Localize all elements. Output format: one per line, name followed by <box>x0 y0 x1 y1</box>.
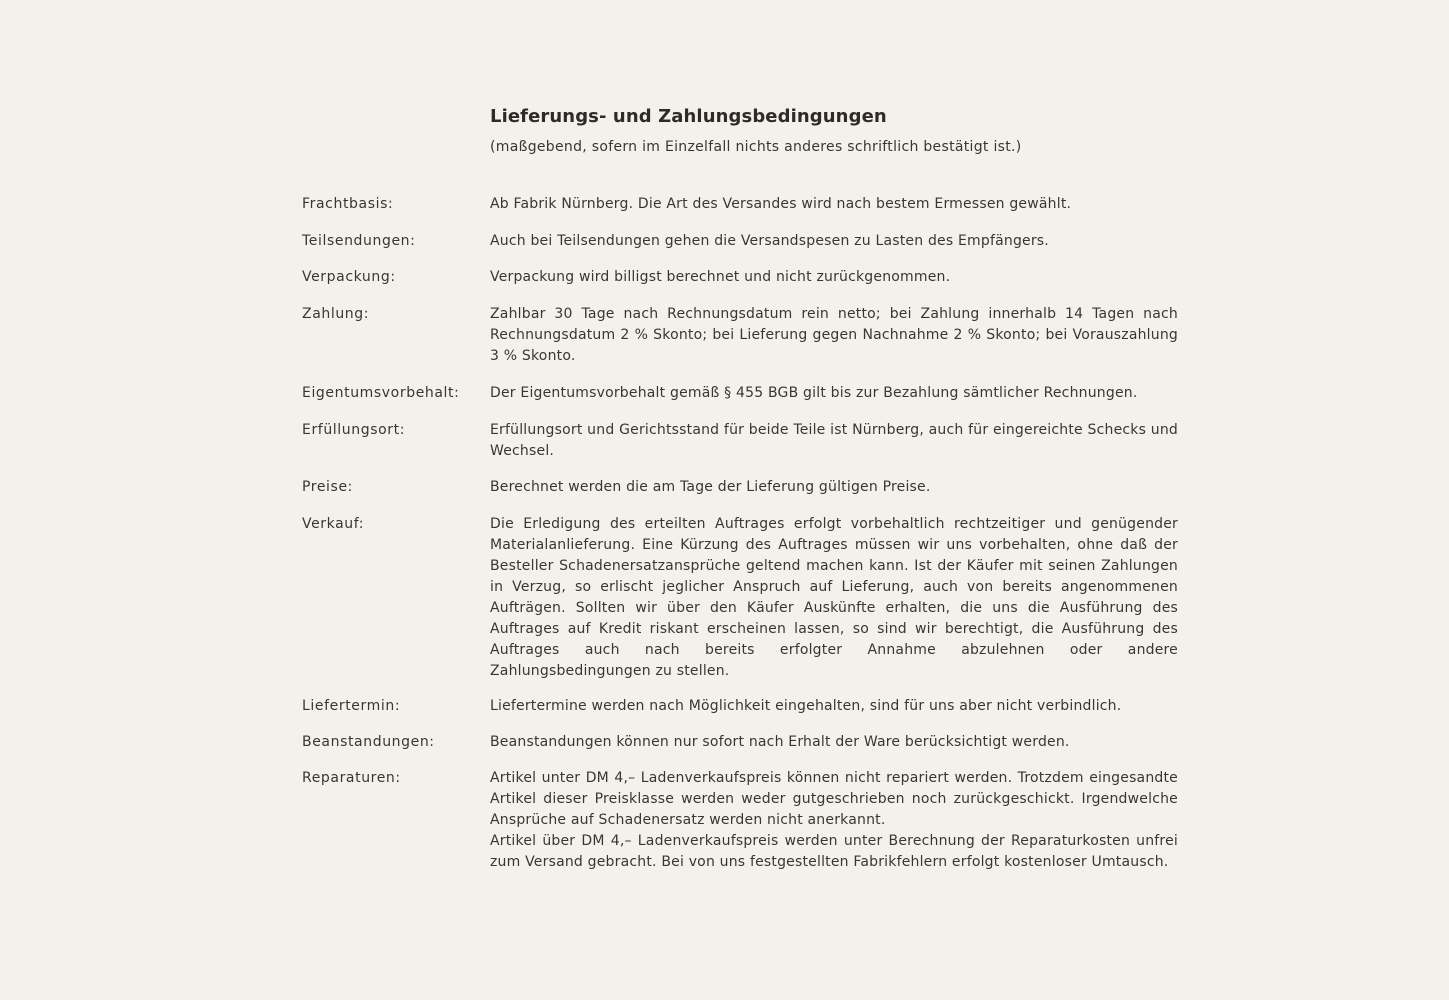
term-text-paragraph: Artikel über DM 4,– Ladenverkaufspreis werden unter Berechnung der Reparaturkosten unfrei zum Versand gebracht. Bei von uns festgestellten Fabrikfehlern erfolgt kostenloser Umtausch. <box>490 833 1178 870</box>
term-label: Beanstandungen: <box>302 734 435 750</box>
term-text: Liefertermine werden nach Möglichkeit eingehalten, sind für uns aber nicht verbindlich. <box>490 698 1122 714</box>
term-text: Beanstandungen können nur sofort nach Erhalt der Ware berücksichtigt werden. <box>490 734 1070 750</box>
term-label: Frachtbasis: <box>302 196 394 212</box>
term-text: Die Erledigung des erteilten Auftrages erfolgt vorbehaltlich rechtzeitiger und genügender Materialanlieferung. Eine Kürzung des Auftrages müssen wir uns vorbehalten, ohne daß der Besteller Schadenersatzansprüche geltend machen kann. Ist der Käufer mit seinen Zahlungen in Verzug, so erlischt jeglicher Anspruch auf Lieferung, auch von bereits angenommenen Aufträgen. Sollten wir über den Käufer Auskünfte erhalten, die uns die Ausführung des Auftrages auf Kredit riskant erscheinen lassen, so sind wir berechtigt, die Ausführung des Auftrages auch nach bereits erfolgter Annahme abzulehnen oder andere Zahlungsbedingungen zu stellen. <box>490 516 1178 679</box>
term-text: Der Eigentumsvorbehalt gemäß § 455 BGB gilt bis zur Bezahlung sämtlicher Rechnungen. <box>490 385 1138 401</box>
term-text: Berechnet werden die am Tage der Lieferung gültigen Preise. <box>490 479 931 495</box>
term-text: Auch bei Teilsendungen gehen die Versandspesen zu Lasten des Empfängers. <box>490 233 1049 249</box>
term-text: Zahlbar 30 Tage nach Rechnungsdatum rein netto; bei Zahlung innerhalb 14 Tagen nach Rechnungsdatum 2 % Skonto; bei Lieferung gegen Nachnahme 2 % Skonto; bei Vorauszahlung 3 % Skonto. <box>490 306 1178 364</box>
term-label: Preise: <box>302 479 353 495</box>
term-label: Eigentumsvorbehalt: <box>302 385 460 401</box>
term-label: Teilsendungen: <box>302 233 416 249</box>
term-label: Reparaturen: <box>302 770 401 786</box>
term-label: Verkauf: <box>302 516 365 532</box>
term-text <box>490 768 1178 873</box>
term-text-paragraph: Artikel unter DM 4,– Ladenverkaufspreis können nicht repariert werden. Trotzdem eingesandte Artikel dieser Preisklasse werden weder gutgeschrieben noch zurückgeschickt. Irgendwelche Ansprüche auf Schadenersatz werden nicht anerkannt. <box>490 770 1178 828</box>
term-label: Verpackung: <box>302 269 396 285</box>
term-label: Erfüllungsort: <box>302 422 406 438</box>
term-text: Erfüllungsort und Gerichtsstand für beide Teile ist Nürnberg, auch für eingereichte Schecks und Wechsel. <box>490 422 1178 459</box>
page-subtitle: (maßgebend, sofern im Einzelfall nichts anderes schriftlich bestätigt ist.) <box>490 139 1022 155</box>
term-label: Zahlung: <box>302 306 370 322</box>
term-label: Liefertermin: <box>302 698 401 714</box>
term-text: Ab Fabrik Nürnberg. Die Art des Versandes wird nach bestem Ermessen gewählt. <box>490 196 1072 212</box>
page-title: Lieferungs- und Zahlungsbedingungen <box>490 106 887 127</box>
term-text: Verpackung wird billigst berechnet und nicht zurückgenommen. <box>490 269 951 285</box>
